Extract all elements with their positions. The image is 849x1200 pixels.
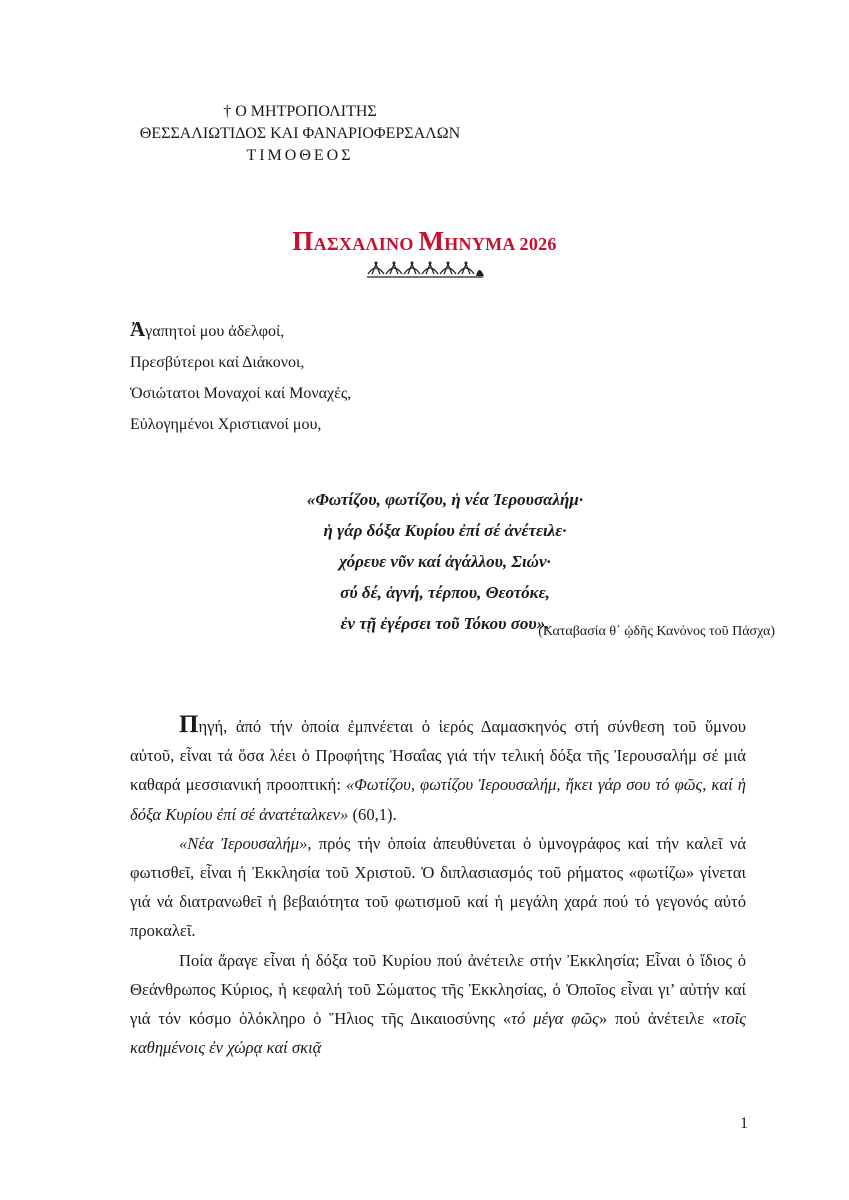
header-line-title: † Ο ΜΗΤΡΟΠΟΛΙΤΗΣ	[223, 103, 377, 120]
paragraph: Ποία ἄραγε εἶναι ἡ δόξα τοῦ Κυρίου πού ἀνέτειλε στήν Ἐκκλησία; Εἶναι ὁ ἴδιος ὁ Θεάνθρωπος Κύριος, ἡ κεφαλή τοῦ Σώματος τῆς Ἐκκλησίας, ὁ Ὁποῖος εἶναι γι’ αὐτήν καί γιά τόν κόσμο ὁλόκληρο ὁ Ἥλιος τῆς Δικαιοσύνης «τό μέγα φῶς» πού ἀνέτειλε «τοῖς καθημένοις ἐν χώρᾳ καί σκιᾷ	[130, 950, 746, 1058]
hymn-source: (Καταβασία θ΄ ᾠδῆς Κανόνος τοῦ Πάσχα)	[538, 624, 775, 639]
greeting-cap: Εὐ	[130, 416, 148, 433]
hymn-quote	[200, 484, 690, 639]
hymn-line: ἡ γάρ δόξα Κυρίου ἐπί σέ ἀνέτειλε·	[323, 521, 567, 540]
title-cap-2: Μ	[418, 226, 445, 256]
inline-quote: «Νέα Ἰερουσαλήμ»	[179, 833, 308, 853]
header-line-see: ΘΕΣΣΑΛΙΩΤΙΔΟΣ ΚΑΙ ΦΑΝΑΡΙΟΦΕΡΣΑΛΩΝ	[139, 125, 461, 142]
letter-body	[130, 712, 746, 1062]
sender-header	[130, 101, 470, 167]
greeting	[130, 314, 351, 440]
drop-cap: Π	[179, 711, 199, 738]
greeting-cap: Ἀ	[130, 317, 146, 341]
greeting-line: Εὐλογημένοι Χριστιανοί μου,	[130, 416, 322, 433]
header-line-name: ΤΙΜΟΘΕΟΣ	[246, 147, 354, 164]
paragraph: Πηγή, ἀπό τήν ὁποία ἐμπνέεται ὁ ἱερός Δαμασκηνός στή σύνθεση τοῦ ὕμνου αὐτοῦ, εἶναι τά ὅσα λέει ὁ Προφήτης Ἠσαΐας γιά τήν τελική δόξα τῆς Ἰερουσαλήμ σέ μιά καθαρά μεσσιανική προοπτική: «Φωτίζου, φωτίζου Ἰερουσαλήμ, ἥκει γάρ σου τό φῶς, καί ἡ δόξα Κυρίου ἐπί σέ ἀνατέταλκεν» (60,1).	[130, 711, 746, 824]
title-word-2: ΗΝΥΜΑ 2026	[444, 234, 557, 254]
scripture-quote: «Φωτίζου, φωτίζου Ἰερουσαλήμ, ἥκει γάρ σου τό φῶς, καί ἡ δόξα Κυρίου ἐπί σέ ἀνατέταλκεν»	[130, 775, 746, 824]
hymn-line: «Φωτίζου, φωτίζου, ἡ νέα Ἰερουσαλήμ·	[306, 490, 584, 509]
greeting-line: Ὁσιώτατοι Μοναχοί καί Μοναχές,	[130, 385, 352, 402]
greeting-line: Ἀγαπητοί μου ἀδελφοί,	[130, 317, 285, 341]
title-word-1: ΑΣΧΑΛΙΝΟ	[313, 234, 419, 254]
ornament-divider-icon	[366, 258, 486, 280]
page-title	[0, 226, 849, 257]
paragraph: «Νέα Ἰερουσαλήμ», πρός τήν ὁποία ἀπευθύνεται ὁ ὑμνογράφος καί τήν καλεῖ νά φωτισθεῖ, εἶναι ἡ Ἐκκλησία τοῦ Χριστοῦ. Ὁ διπλασιασμός τοῦ ρήματος «φωτίζω» γίνεται γιά νά διατρανωθεῖ ἡ βεβαιότητα τοῦ φωτισμοῦ καί ἡ μεγάλη χαρά πού τό γεγονός αὐτό προκαλεῖ.	[130, 833, 747, 941]
hymn-line: ἐν τῇ ἐγέρσει τοῦ Τόκου σου».	[340, 614, 550, 633]
greeting-line: Πρεσβύτεροι καί Διάκονοι,	[130, 354, 305, 371]
hymn-line: χόρευε νῦν καί ἀγάλλου, Σιών·	[339, 552, 551, 571]
title-cap-1: Π	[292, 226, 314, 256]
page-number: 1	[740, 1115, 748, 1132]
greeting-cap: Ὁ	[130, 385, 143, 402]
inline-quote: τό μέγα φῶς	[511, 1009, 599, 1029]
hymn-line: σύ δέ, ἁγνή, τέρπου, Θεοτόκε,	[340, 583, 550, 602]
inline-quote: τοῖς καθημένοις ἐν χώρᾳ καί σκιᾷ	[130, 1009, 746, 1058]
